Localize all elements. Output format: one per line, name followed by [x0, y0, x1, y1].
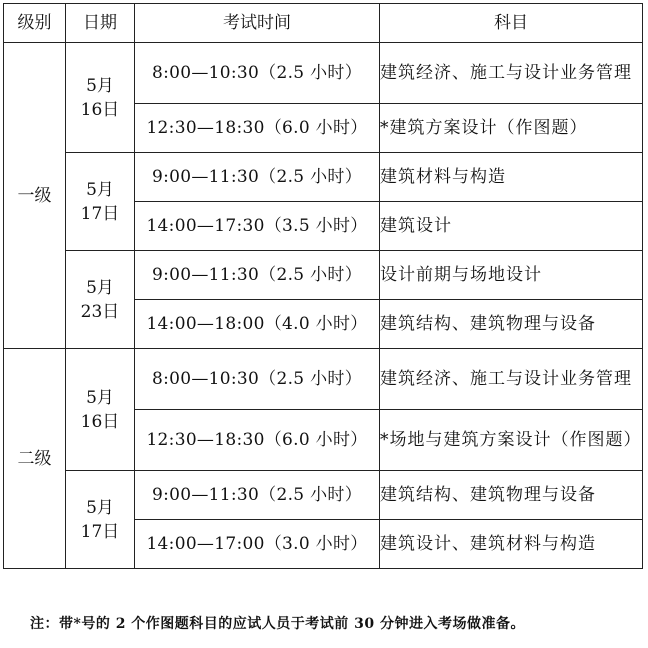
time-cell: 9:00—11:30（2.5 小时）	[135, 153, 380, 202]
time-cell: 14:00—17:30（3.5 小时）	[135, 202, 380, 251]
footnote: 注：带*号的 2 个作图题科目的应试人员于考试前 30 分钟进入考场做准备。	[30, 616, 526, 632]
subject-cell: 建筑经济、施工与设计业务管理	[380, 349, 643, 410]
header-level: 级别	[4, 4, 66, 43]
subject-cell: 建筑材料与构造	[380, 153, 643, 202]
date-day: 17日	[80, 521, 120, 542]
time-cell: 9:00—11:30（2.5 小时）	[135, 471, 380, 520]
date-cell	[66, 251, 135, 349]
table-row	[4, 251, 643, 300]
date-cell	[66, 153, 135, 251]
header-row	[4, 4, 643, 43]
subject-cell: 设计前期与场地设计	[380, 251, 643, 300]
level-two-cell: 二级	[4, 349, 66, 569]
table-row	[4, 471, 643, 520]
subject-cell: 建筑设计、建筑材料与构造	[380, 520, 643, 569]
time-cell: 9:00—11:30（2.5 小时）	[135, 251, 380, 300]
exam-schedule-table	[3, 3, 643, 569]
subject-cell: 建筑结构、建筑物理与设备	[380, 300, 643, 349]
table-row	[4, 349, 643, 410]
subject-cell: 建筑结构、建筑物理与设备	[380, 471, 643, 520]
date-day: 16日	[80, 99, 120, 120]
date-cell	[66, 349, 135, 471]
subject-cell: 建筑经济、施工与设计业务管理	[380, 43, 643, 104]
time-cell: 14:00—17:00（3.0 小时）	[135, 520, 380, 569]
header-subject: 科目	[380, 4, 643, 43]
time-cell: 8:00—10:30（2.5 小时）	[135, 349, 380, 410]
table-row	[4, 153, 643, 202]
date-cell	[66, 471, 135, 569]
date-month: 5月	[86, 277, 114, 298]
header-date: 日期	[66, 4, 135, 43]
date-month: 5月	[86, 75, 114, 96]
header-time: 考试时间	[135, 4, 380, 43]
date-day: 16日	[80, 411, 120, 432]
time-cell: 8:00—10:30（2.5 小时）	[135, 43, 380, 104]
date-day: 23日	[80, 301, 120, 322]
date-day: 17日	[80, 203, 120, 224]
date-month: 5月	[86, 497, 114, 518]
time-cell: 14:00—18:00（4.0 小时）	[135, 300, 380, 349]
time-cell: 12:30—18:30（6.0 小时）	[135, 104, 380, 153]
date-month: 5月	[86, 179, 114, 200]
level-one-cell: 一级	[4, 43, 66, 349]
subject-cell: *建筑方案设计（作图题）	[380, 104, 643, 153]
date-month: 5月	[86, 387, 114, 408]
date-cell	[66, 43, 135, 153]
subject-cell: *场地与建筑方案设计（作图题）	[380, 410, 643, 471]
time-cell: 12:30—18:30（6.0 小时）	[135, 410, 380, 471]
table-row	[4, 43, 643, 104]
subject-cell: 建筑设计	[380, 202, 643, 251]
